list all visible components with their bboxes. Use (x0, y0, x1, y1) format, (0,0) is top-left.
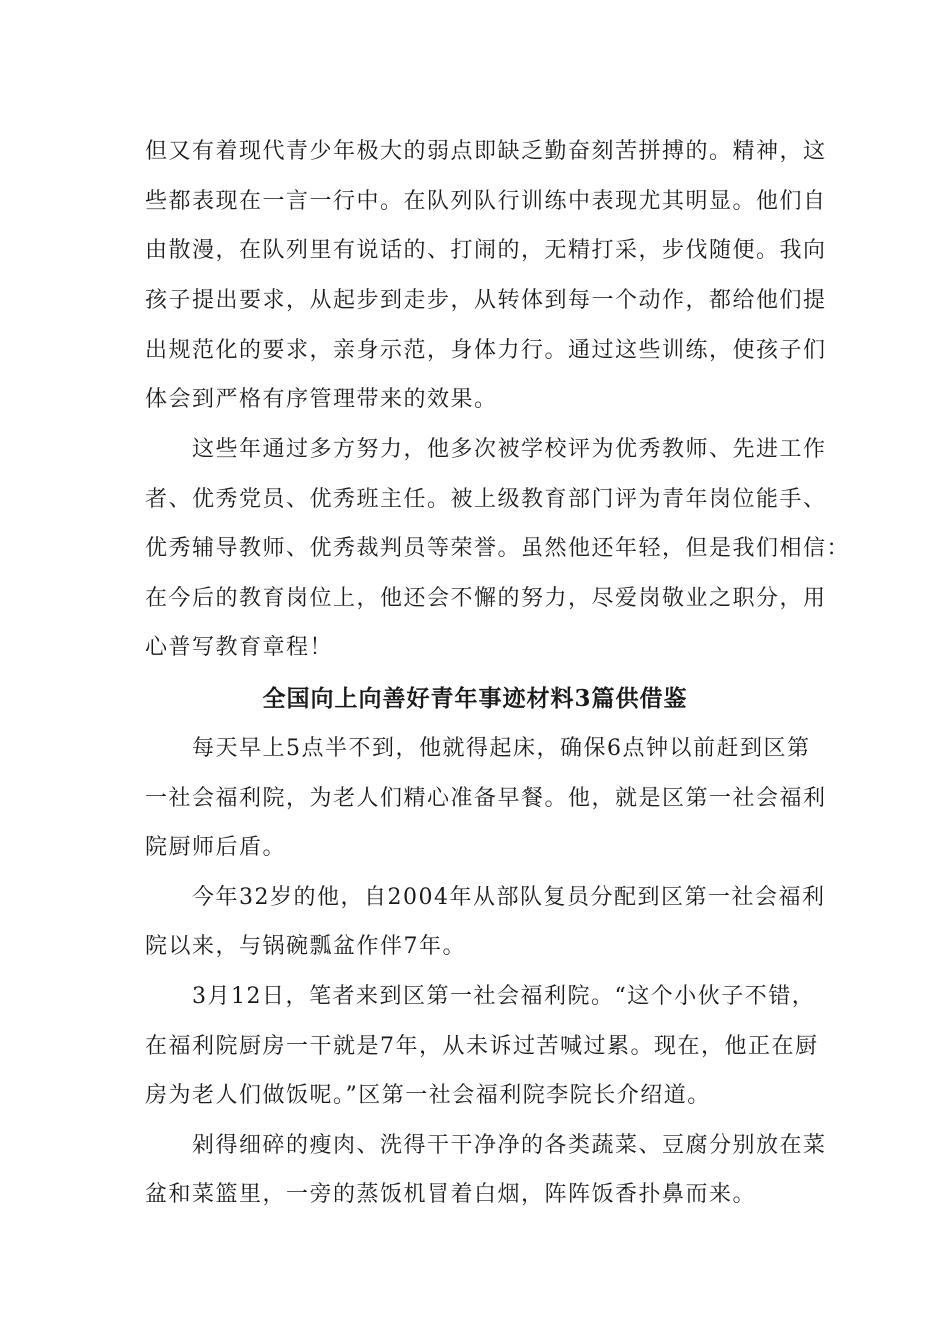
paragraph-3-line-3: 院厨师后盾。 (145, 835, 287, 860)
paragraph-2-line-1: 这些年通过多方努力，他多次被学校评为优秀教师、先进工作 (192, 437, 827, 462)
paragraph-5-line-3: 房为老人们做饭呢。”区第一社会福利院李院长介绍道。 (145, 1083, 711, 1108)
paragraph-1-line-2: 些都表现在一言一行中。在队列队行训练中表现尤其明显。他们自 (145, 189, 827, 214)
paragraph-1-line-3: 由散漫，在队列里有说话的、打闹的，无精打采，步伐随便。我向 (145, 238, 827, 263)
paragraph-2-line-2: 者、优秀党员、优秀班主任。被上级教育部门评为青年岗位能手、 (145, 487, 827, 512)
paragraph-5-line-1: 3月12日，笔者来到区第一社会福利院。“这个小伙子不错， (192, 984, 816, 1009)
paragraph-4-line-2: 院以来，与锅碗瓢盆作伴7年。 (145, 934, 466, 959)
paragraph-1-line-1: 但又有着现代青少年极大的弱点即缺乏勤奋刻苦拼搏的。精神，这 (145, 139, 827, 164)
paragraph-3-line-1: 每天早上5点半不到，他就得起床，确保6点钟以前赶到区第 (192, 736, 811, 761)
paragraph-1-line-4: 孩子提出要求，从起步到走步，从转体到每一个动作，都给他们提 (145, 288, 827, 313)
paragraph-2-line-4: 在今后的教育岗位上，他还会不懈的努力，尽爱岗敬业之职分，用 (145, 586, 827, 611)
paragraph-3-line-2: 一社会福利院，为老人们精心准备早餐。他，就是区第一社会福利 (145, 786, 827, 811)
paragraph-1-line-6: 体会到严格有序管理带来的效果。 (145, 387, 498, 412)
paragraph-5-line-2: 在福利院厨房一干就是7年，从未诉过苦喊过累。现在，他正在厨 (145, 1034, 819, 1059)
section-title: 全国向上向善好青年事迹材料3篇供借鉴 (262, 685, 688, 712)
paragraph-2-line-3: 优秀辅导教师、优秀裁判员等荣誉。虽然他还年轻，但是我们相信： (145, 536, 851, 561)
paragraph-6-line-1: 剁得细碎的瘦肉、洗得干干净净的各类蔬菜、豆腐分别放在菜 (192, 1133, 827, 1158)
paragraph-1-line-5: 出规范化的要求，亲身示范，身体力行。通过这些训练，使孩子们 (145, 338, 827, 363)
paragraph-6-line-2: 盆和菜篮里，一旁的蒸饭机冒着白烟，阵阵饭香扑鼻而来。 (145, 1182, 757, 1207)
paragraph-4-line-1: 今年32岁的他，自2004年从部队复员分配到区第一社会福利 (192, 885, 826, 910)
paragraph-2-line-5: 心普写教育章程！ (145, 635, 334, 660)
